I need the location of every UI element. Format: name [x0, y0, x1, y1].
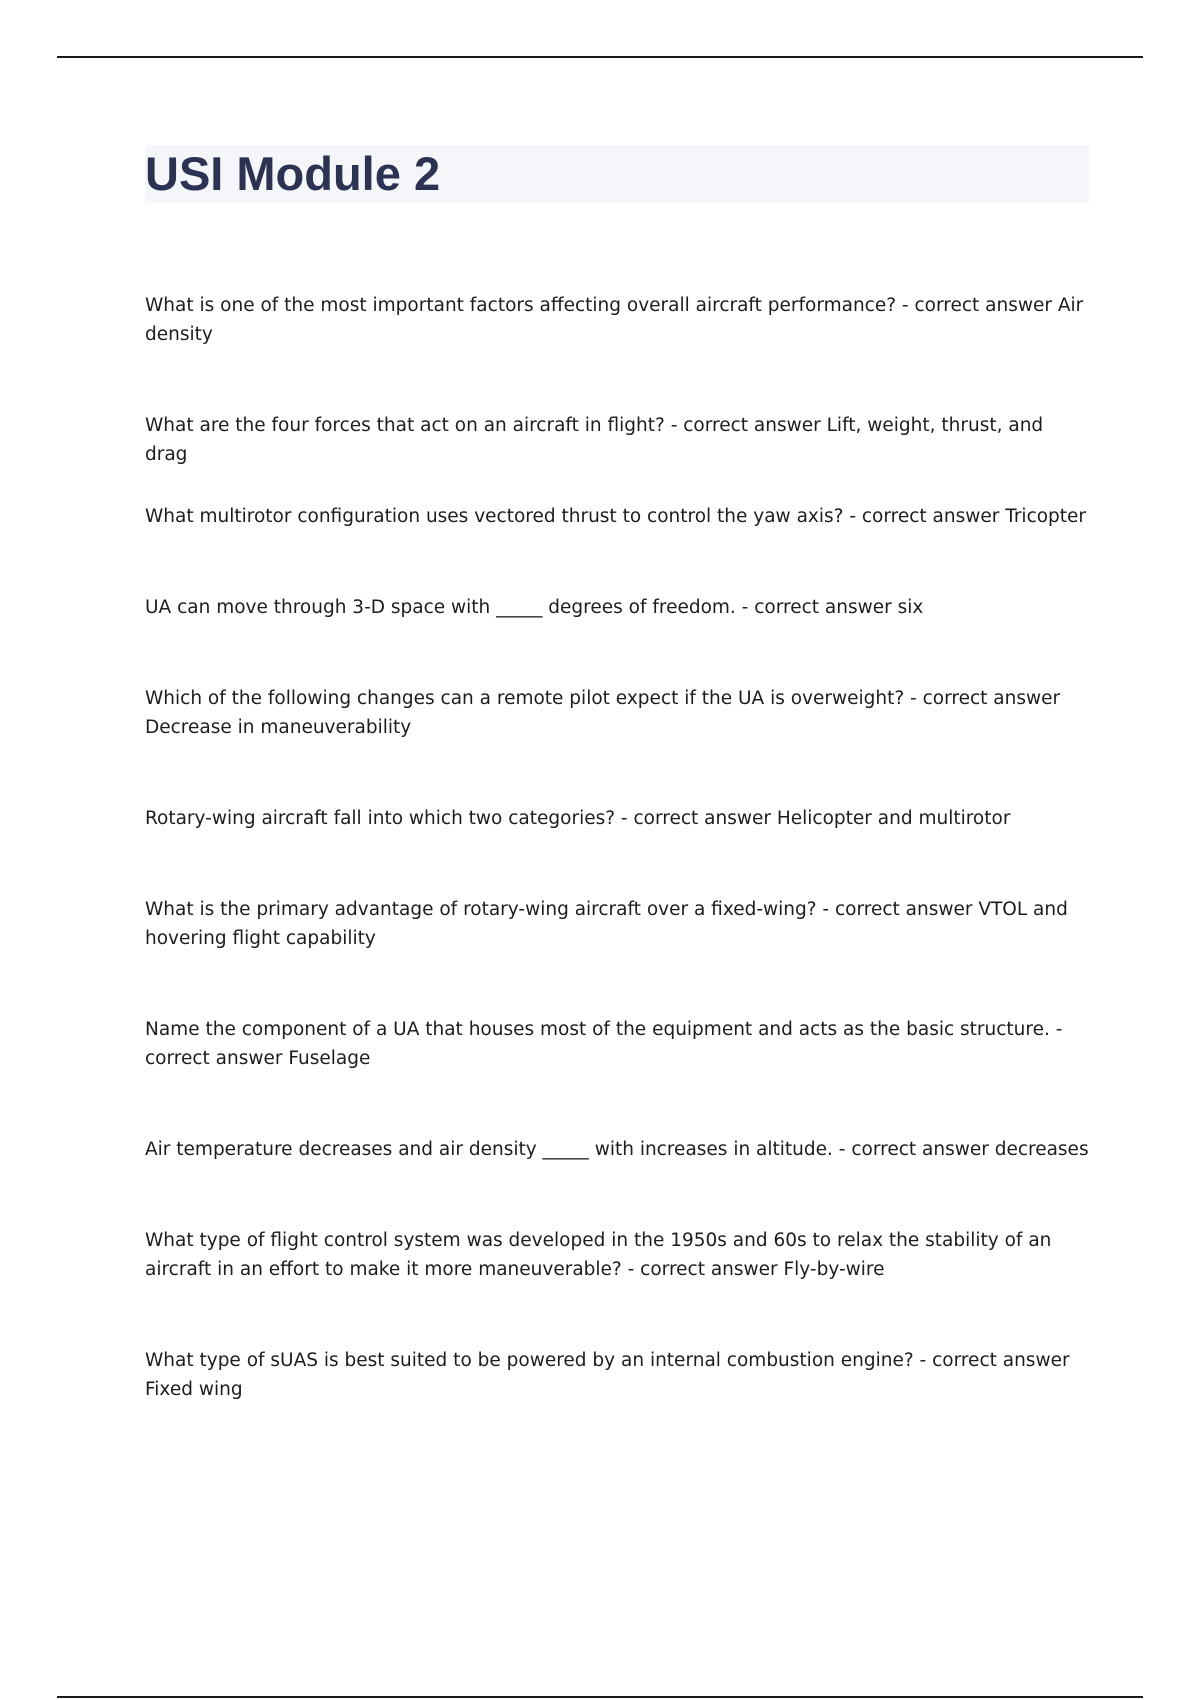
qa-item-6: Rotary-wing aircraft fall into which two categories? - correct answer Helicopter and multirotor	[145, 808, 1011, 829]
qa-item-3: What multirotor configuration uses vectored thrust to control the yaw axis? - correct answer Tricopter	[145, 506, 1087, 527]
page-title: USI Module 2	[145, 147, 441, 200]
bottom-rule	[57, 1696, 1143, 1698]
qa-item-7: What is the primary advantage of rotary-wing aircraft over a fixed-wing? - correct answer VTOL and hovering flight capability	[145, 899, 1068, 949]
qa-item-10: What type of flight control system was developed in the 1950s and 60s to relax the stability of an aircraft in an effort to make it more maneuverable? - correct answer Fly-by-wire	[145, 1230, 1052, 1280]
qa-item-9: Air temperature decreases and air density _____ with increases in altitude. - correct answer decreases	[145, 1139, 1089, 1160]
qa-item-1: What is one of the most important factors affecting overall aircraft performance? - correct answer Air density	[145, 295, 1084, 345]
top-rule	[57, 56, 1143, 58]
qa-item-4: UA can move through 3-D space with _____ degrees of freedom. - correct answer six	[145, 597, 924, 618]
qa-item-8: Name the component of a UA that houses most of the equipment and acts as the basic structure. - correct answer Fuselage	[145, 1019, 1063, 1069]
title-band	[145, 145, 1089, 203]
qa-item-5: Which of the following changes can a remote pilot expect if the UA is overweight? - correct answer Decrease in maneuverability	[145, 688, 1061, 738]
qa-item-11: What type of sUAS is best suited to be powered by an internal combustion engine? - correct answer Fixed wing	[145, 1350, 1070, 1400]
qa-item-2: What are the four forces that act on an aircraft in flight? - correct answer Lift, weight, thrust, and drag	[145, 415, 1044, 465]
